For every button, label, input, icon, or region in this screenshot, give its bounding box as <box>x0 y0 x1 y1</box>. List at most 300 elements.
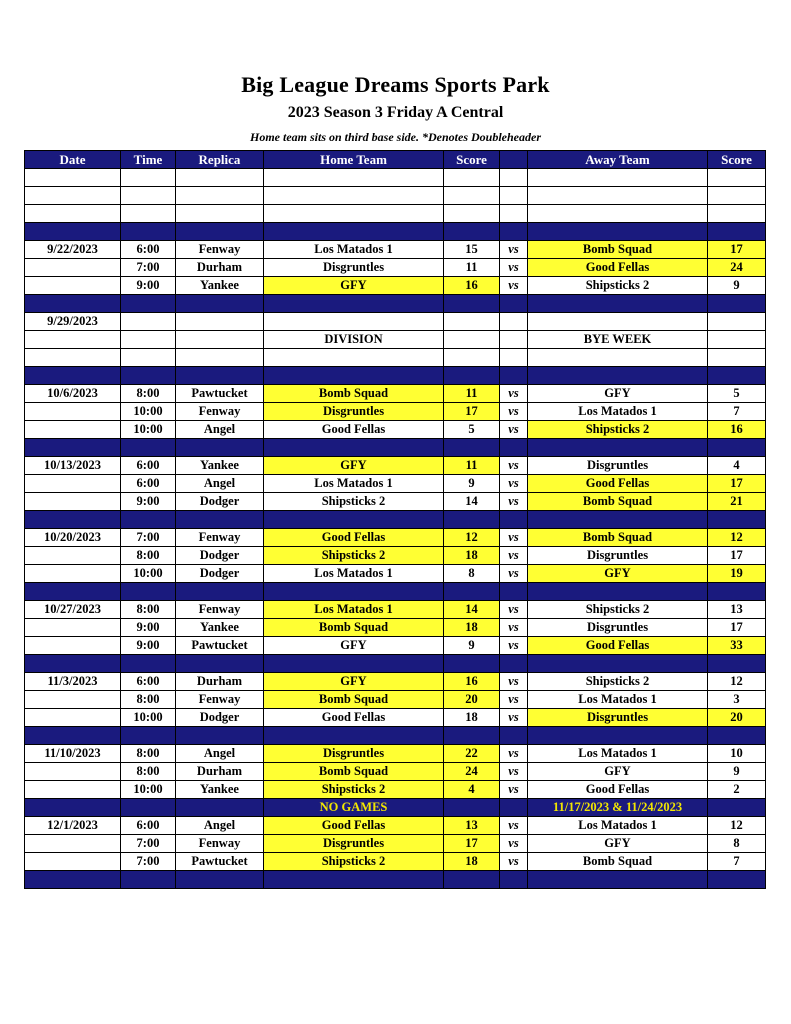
separator-cell <box>444 871 500 889</box>
separator-cell <box>500 727 528 745</box>
game-row <box>25 835 766 853</box>
blank-cell <box>500 349 528 367</box>
time-cell: 9:00 <box>121 637 176 655</box>
separator-cell <box>25 655 121 673</box>
game-row <box>25 241 766 259</box>
time-cell: 8:00 <box>121 745 176 763</box>
home-team-cell: Bomb Squad <box>264 619 444 637</box>
game-row <box>25 853 766 871</box>
separator-cell <box>500 871 528 889</box>
time-cell: 10:00 <box>121 421 176 439</box>
replica-cell: Dodger <box>176 565 264 583</box>
game-row <box>25 313 766 331</box>
time-cell: 9:00 <box>121 277 176 295</box>
separator-cell <box>444 439 500 457</box>
date-cell: 11/10/2023 <box>25 745 121 763</box>
blank-cell <box>121 187 176 205</box>
time-cell: 8:00 <box>121 385 176 403</box>
away-team-cell <box>528 313 708 331</box>
replica-cell: Fenway <box>176 691 264 709</box>
game-row <box>25 493 766 511</box>
date-cell <box>25 709 121 727</box>
away-team-cell: Los Matados 1 <box>528 745 708 763</box>
away-score-cell: 12 <box>708 529 766 547</box>
home-team-cell: Bomb Squad <box>264 385 444 403</box>
separator-cell <box>176 295 264 313</box>
home-team-cell: Los Matados 1 <box>264 241 444 259</box>
game-row <box>25 547 766 565</box>
replica-cell: Dodger <box>176 493 264 511</box>
date-cell <box>25 403 121 421</box>
away-score-cell: 7 <box>708 853 766 871</box>
away-team-cell: Los Matados 1 <box>528 691 708 709</box>
away-team-cell: Good Fellas <box>528 637 708 655</box>
home-team-cell: GFY <box>264 637 444 655</box>
blank-cell <box>264 169 444 187</box>
blank-cell <box>500 169 528 187</box>
time-cell: 6:00 <box>121 817 176 835</box>
vs-cell: vs <box>500 709 528 727</box>
separator-row <box>25 655 766 673</box>
vs-cell: vs <box>500 385 528 403</box>
separator-cell <box>121 583 176 601</box>
date-cell: 10/20/2023 <box>25 529 121 547</box>
home-team-cell: Disgruntles <box>264 745 444 763</box>
away-score-cell: 17 <box>708 241 766 259</box>
away-team-cell: BYE WEEK <box>528 331 708 349</box>
separator-cell <box>708 367 766 385</box>
game-row <box>25 691 766 709</box>
game-row <box>25 709 766 727</box>
home-score-cell: 17 <box>444 403 500 421</box>
date-cell: 11/3/2023 <box>25 673 121 691</box>
game-row <box>25 331 766 349</box>
no-games-dates: 11/17/2023 & 11/24/2023 <box>528 799 708 817</box>
separator-cell <box>25 583 121 601</box>
separator-cell <box>528 583 708 601</box>
col-date: Date <box>25 151 121 169</box>
separator-cell <box>121 223 176 241</box>
vs-cell: vs <box>500 529 528 547</box>
home-team-cell: Disgruntles <box>264 403 444 421</box>
date-cell <box>25 547 121 565</box>
blank-cell <box>528 205 708 223</box>
home-score-cell: 11 <box>444 457 500 475</box>
blank-row <box>25 187 766 205</box>
blank-cell <box>176 169 264 187</box>
vs-cell: vs <box>500 601 528 619</box>
separator-cell <box>708 727 766 745</box>
away-team-cell: Los Matados 1 <box>528 817 708 835</box>
time-cell: 10:00 <box>121 403 176 421</box>
separator-cell <box>25 511 121 529</box>
blank-cell <box>528 349 708 367</box>
time-cell: 8:00 <box>121 691 176 709</box>
replica-cell: Yankee <box>176 781 264 799</box>
vs-cell: vs <box>500 259 528 277</box>
separator-cell <box>500 655 528 673</box>
time-cell: 10:00 <box>121 709 176 727</box>
separator-cell <box>264 295 444 313</box>
game-row <box>25 619 766 637</box>
home-team-cell: Shipsticks 2 <box>264 547 444 565</box>
game-row <box>25 529 766 547</box>
separator-cell <box>528 727 708 745</box>
home-team-cell: GFY <box>264 277 444 295</box>
separator-cell <box>528 295 708 313</box>
vs-cell: vs <box>500 403 528 421</box>
away-score-cell: 17 <box>708 475 766 493</box>
home-team-cell: Disgruntles <box>264 259 444 277</box>
game-row <box>25 421 766 439</box>
separator-cell <box>708 439 766 457</box>
separator-row <box>25 367 766 385</box>
game-row <box>25 277 766 295</box>
away-team-cell: Good Fellas <box>528 475 708 493</box>
time-cell <box>121 313 176 331</box>
separator-row <box>25 439 766 457</box>
vs-cell: vs <box>500 547 528 565</box>
vs-cell: vs <box>500 241 528 259</box>
separator-row <box>25 511 766 529</box>
replica-cell: Fenway <box>176 529 264 547</box>
separator-cell <box>528 367 708 385</box>
game-row <box>25 403 766 421</box>
home-team-cell: Disgruntles <box>264 835 444 853</box>
time-cell: 6:00 <box>121 457 176 475</box>
separator-cell <box>528 655 708 673</box>
away-team-cell: GFY <box>528 835 708 853</box>
blank-cell <box>264 205 444 223</box>
blank-cell <box>528 169 708 187</box>
away-score-cell: 12 <box>708 817 766 835</box>
separator-cell <box>500 223 528 241</box>
blank-cell <box>25 349 121 367</box>
replica-cell: Pawtucket <box>176 385 264 403</box>
separator-cell <box>500 439 528 457</box>
blank-cell <box>264 187 444 205</box>
blank-cell <box>176 205 264 223</box>
vs-cell: vs <box>500 475 528 493</box>
separator-cell <box>708 655 766 673</box>
replica-cell: Angel <box>176 817 264 835</box>
home-score-cell: 11 <box>444 259 500 277</box>
date-cell: 12/1/2023 <box>25 817 121 835</box>
away-score-cell: 4 <box>708 457 766 475</box>
time-cell: 6:00 <box>121 241 176 259</box>
away-score-cell: 9 <box>708 763 766 781</box>
home-score-cell: 13 <box>444 817 500 835</box>
vs-cell: vs <box>500 457 528 475</box>
separator-cell <box>264 727 444 745</box>
replica-cell: Angel <box>176 745 264 763</box>
away-team-cell: Good Fellas <box>528 781 708 799</box>
schedule-body <box>25 169 766 889</box>
date-cell: 9/22/2023 <box>25 241 121 259</box>
blank-cell <box>176 187 264 205</box>
separator-cell <box>176 511 264 529</box>
away-score-cell: 7 <box>708 403 766 421</box>
replica-cell: Pawtucket <box>176 853 264 871</box>
home-team-cell: Bomb Squad <box>264 763 444 781</box>
separator-cell <box>264 367 444 385</box>
separator-cell <box>121 295 176 313</box>
away-team-cell: Disgruntles <box>528 709 708 727</box>
time-cell: 10:00 <box>121 781 176 799</box>
time-cell: 7:00 <box>121 529 176 547</box>
away-team-cell: Shipsticks 2 <box>528 421 708 439</box>
away-score-cell: 33 <box>708 637 766 655</box>
home-team-cell <box>264 313 444 331</box>
home-team-cell: GFY <box>264 673 444 691</box>
time-cell: 9:00 <box>121 619 176 637</box>
date-cell <box>25 781 121 799</box>
replica-cell: Durham <box>176 673 264 691</box>
replica-cell: Pawtucket <box>176 637 264 655</box>
away-score-cell: 21 <box>708 493 766 511</box>
home-score-cell: 4 <box>444 781 500 799</box>
away-score-cell: 13 <box>708 601 766 619</box>
col-vs <box>500 151 528 169</box>
blank-cell <box>528 187 708 205</box>
game-row <box>25 565 766 583</box>
page-note: Home team sits on third base side. *Denotes Doubleheader <box>250 130 541 144</box>
away-score-cell: 12 <box>708 673 766 691</box>
separator-cell <box>708 583 766 601</box>
separator-cell <box>444 727 500 745</box>
game-row <box>25 817 766 835</box>
home-score-cell: 18 <box>444 853 500 871</box>
replica-cell: Fenway <box>176 241 264 259</box>
vs-cell: vs <box>500 493 528 511</box>
away-team-cell: GFY <box>528 385 708 403</box>
no-games-cell <box>176 799 264 817</box>
schedule-table <box>24 150 766 889</box>
separator-cell <box>500 367 528 385</box>
date-cell <box>25 565 121 583</box>
home-team-cell: Good Fellas <box>264 709 444 727</box>
away-team-cell: Bomb Squad <box>528 853 708 871</box>
home-team-cell: GFY <box>264 457 444 475</box>
vs-cell: vs <box>500 835 528 853</box>
separator-cell <box>176 871 264 889</box>
separator-cell <box>25 223 121 241</box>
blank-cell <box>708 349 766 367</box>
game-row <box>25 259 766 277</box>
home-score-cell: 16 <box>444 277 500 295</box>
home-score-cell: 24 <box>444 763 500 781</box>
home-team-cell: Los Matados 1 <box>264 475 444 493</box>
vs-cell: vs <box>500 673 528 691</box>
blank-cell <box>25 187 121 205</box>
date-cell <box>25 763 121 781</box>
away-score-cell: 9 <box>708 277 766 295</box>
home-score-cell: 8 <box>444 565 500 583</box>
home-team-cell: Shipsticks 2 <box>264 781 444 799</box>
date-cell <box>25 421 121 439</box>
time-cell: 10:00 <box>121 565 176 583</box>
separator-cell <box>121 727 176 745</box>
date-cell <box>25 835 121 853</box>
separator-cell <box>708 223 766 241</box>
vs-cell <box>500 331 528 349</box>
away-score-cell: 16 <box>708 421 766 439</box>
away-score-cell: 10 <box>708 745 766 763</box>
home-score-cell: 18 <box>444 709 500 727</box>
away-team-cell: Shipsticks 2 <box>528 277 708 295</box>
separator-cell <box>121 367 176 385</box>
separator-cell <box>264 511 444 529</box>
home-score-cell: 9 <box>444 475 500 493</box>
no-games-label: NO GAMES <box>264 799 444 817</box>
home-score-cell: 14 <box>444 493 500 511</box>
away-team-cell: GFY <box>528 565 708 583</box>
blank-row <box>25 349 766 367</box>
separator-cell <box>444 367 500 385</box>
separator-cell <box>528 223 708 241</box>
away-team-cell: Bomb Squad <box>528 493 708 511</box>
blank-cell <box>25 169 121 187</box>
replica-cell: Durham <box>176 763 264 781</box>
no-games-cell <box>444 799 500 817</box>
replica-cell: Durham <box>176 259 264 277</box>
away-score-cell <box>708 313 766 331</box>
away-score-cell: 17 <box>708 547 766 565</box>
time-cell: 7:00 <box>121 259 176 277</box>
separator-cell <box>500 295 528 313</box>
away-team-cell: Los Matados 1 <box>528 403 708 421</box>
away-score-cell: 17 <box>708 619 766 637</box>
replica-cell: Angel <box>176 421 264 439</box>
blank-cell <box>444 169 500 187</box>
separator-cell <box>25 367 121 385</box>
game-row <box>25 385 766 403</box>
date-cell <box>25 691 121 709</box>
blank-cell <box>708 187 766 205</box>
separator-cell <box>121 511 176 529</box>
separator-cell <box>444 223 500 241</box>
away-score-cell: 19 <box>708 565 766 583</box>
separator-cell <box>121 439 176 457</box>
vs-cell: vs <box>500 619 528 637</box>
separator-cell <box>500 511 528 529</box>
date-cell <box>25 331 121 349</box>
separator-cell <box>264 583 444 601</box>
separator-cell <box>25 871 121 889</box>
separator-cell <box>708 295 766 313</box>
game-row <box>25 763 766 781</box>
no-games-cell <box>500 799 528 817</box>
date-cell <box>25 619 121 637</box>
vs-cell: vs <box>500 763 528 781</box>
page-subtitle: 2023 Season 3 Friday A Central <box>287 104 504 121</box>
col-replica: Replica <box>176 151 264 169</box>
blank-cell <box>500 187 528 205</box>
home-score-cell <box>444 313 500 331</box>
date-cell <box>25 277 121 295</box>
home-team-cell: Good Fellas <box>264 529 444 547</box>
away-score-cell <box>708 331 766 349</box>
home-score-cell: 18 <box>444 547 500 565</box>
separator-row <box>25 223 766 241</box>
blank-cell <box>121 349 176 367</box>
away-team-cell: Disgruntles <box>528 547 708 565</box>
blank-cell <box>444 205 500 223</box>
separator-cell <box>500 583 528 601</box>
separator-cell <box>444 295 500 313</box>
replica-cell: Yankee <box>176 457 264 475</box>
no-games-cell <box>25 799 121 817</box>
separator-cell <box>708 511 766 529</box>
vs-cell: vs <box>500 421 528 439</box>
game-row <box>25 673 766 691</box>
home-score-cell: 17 <box>444 835 500 853</box>
home-team-cell: Los Matados 1 <box>264 601 444 619</box>
table-header-row <box>25 151 766 169</box>
home-score-cell: 16 <box>444 673 500 691</box>
time-cell: 6:00 <box>121 475 176 493</box>
separator-cell <box>528 871 708 889</box>
separator-cell <box>264 655 444 673</box>
away-score-cell: 5 <box>708 385 766 403</box>
separator-cell <box>176 583 264 601</box>
separator-cell <box>176 655 264 673</box>
separator-cell <box>25 295 121 313</box>
vs-cell: vs <box>500 853 528 871</box>
home-score-cell: 11 <box>444 385 500 403</box>
col-home-score: Score <box>444 151 500 169</box>
home-score-cell: 15 <box>444 241 500 259</box>
separator-cell <box>25 727 121 745</box>
away-score-cell: 8 <box>708 835 766 853</box>
vs-cell: vs <box>500 817 528 835</box>
replica-cell: Dodger <box>176 547 264 565</box>
away-score-cell: 20 <box>708 709 766 727</box>
separator-cell <box>176 727 264 745</box>
col-away-score: Score <box>708 151 766 169</box>
time-cell: 8:00 <box>121 601 176 619</box>
blank-cell <box>264 349 444 367</box>
date-cell: 9/29/2023 <box>25 313 121 331</box>
vs-cell <box>500 313 528 331</box>
separator-cell <box>176 367 264 385</box>
blank-cell <box>708 169 766 187</box>
replica-cell: Yankee <box>176 277 264 295</box>
blank-row <box>25 169 766 187</box>
time-cell: 7:00 <box>121 853 176 871</box>
separator-cell <box>176 439 264 457</box>
time-cell <box>121 331 176 349</box>
away-team-cell: Bomb Squad <box>528 529 708 547</box>
home-score-cell: 18 <box>444 619 500 637</box>
separator-cell <box>444 511 500 529</box>
home-score-cell: 9 <box>444 637 500 655</box>
separator-cell <box>264 439 444 457</box>
date-cell: 10/27/2023 <box>25 601 121 619</box>
separator-row <box>25 727 766 745</box>
home-team-cell: Los Matados 1 <box>264 565 444 583</box>
time-cell: 6:00 <box>121 673 176 691</box>
away-score-cell: 2 <box>708 781 766 799</box>
no-games-cell <box>121 799 176 817</box>
replica-cell <box>176 313 264 331</box>
time-cell: 8:00 <box>121 763 176 781</box>
date-cell <box>25 493 121 511</box>
vs-cell: vs <box>500 565 528 583</box>
vs-cell: vs <box>500 637 528 655</box>
page-title: Big League Dreams Sports Park <box>241 72 550 97</box>
no-games-row <box>25 799 766 817</box>
